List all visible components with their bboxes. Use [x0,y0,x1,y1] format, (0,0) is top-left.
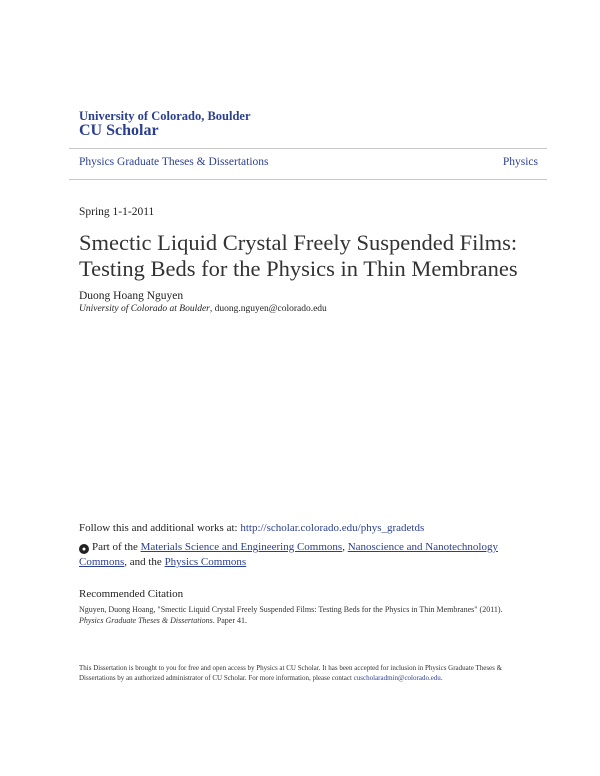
publication-date: Spring 1-1-2011 [79,206,155,218]
header-rule-top [69,148,547,149]
citation-line-1: Nguyen, Duong Hoang, "Smectic Liquid Crystal Freely Suspended Films: Testing Beds for the Physics in Thin Membranes" (2011). [79,605,503,614]
nanoscience-commons-link[interactable]: Nanoscience and Nanotechnology [347,541,498,553]
department-link[interactable]: Physics [502,156,538,168]
citation-series: Physics Graduate Theses & Dissertations [79,616,213,625]
part-of-sep-2: , and the [124,556,165,568]
affiliation-text: University of Colorado at Boulder [79,304,210,314]
author-name: Duong Hoang Nguyen [79,290,184,302]
notice-line-1: This Dissertation is brought to you for free and open access by Physics at CU Scholar. It has been accepted for inclusion in Physics Graduate Theses & [79,664,503,672]
author-email: , duong.nguyen@colorado.edu [209,304,327,314]
follow-line [79,521,424,536]
part-of-sep-1: , [342,541,348,553]
notice-line-2-text: Dissertations by an authorized administrator of CU Scholar. For more information, please contact [79,674,354,682]
part-of-block [79,540,519,570]
physics-commons-link[interactable]: Physics Commons [164,556,247,568]
institution-name: University of Colorado, Boulder [79,109,251,123]
citation-text [79,604,524,626]
commons-icon: ● [79,544,89,554]
access-notice [79,663,539,683]
contact-email-link[interactable]: cuscholaradmin@colorado.edu [353,674,441,682]
repository-name[interactable]: CU Scholar [79,122,159,139]
notice-end: . [440,674,443,682]
follow-text: Follow this and additional works at: [79,522,241,534]
notice-line-2 [79,673,539,683]
title-line-2: Testing Beds for the Physics in Thin Membranes [79,256,518,281]
nanoscience-commons-link-cont[interactable]: Commons [79,556,125,568]
materials-commons-link[interactable]: Materials Science and Engineering Commons [140,541,343,553]
part-of-prefix: Part of the [92,541,141,553]
header-rule-bottom [69,179,547,180]
collection-link[interactable]: Physics Graduate Theses & Dissertations [79,156,269,168]
citation-paper-number: . Paper 41. [212,616,247,625]
follow-url-link[interactable]: http://scholar.colorado.edu/phys_gradetds [240,522,425,534]
citation-heading: Recommended Citation [79,588,184,600]
author-affiliation [79,304,327,314]
title-line-1: Smectic Liquid Crystal Freely Suspended Films: [79,230,518,255]
paper-title [79,230,549,282]
citation-line-2 [79,615,524,626]
